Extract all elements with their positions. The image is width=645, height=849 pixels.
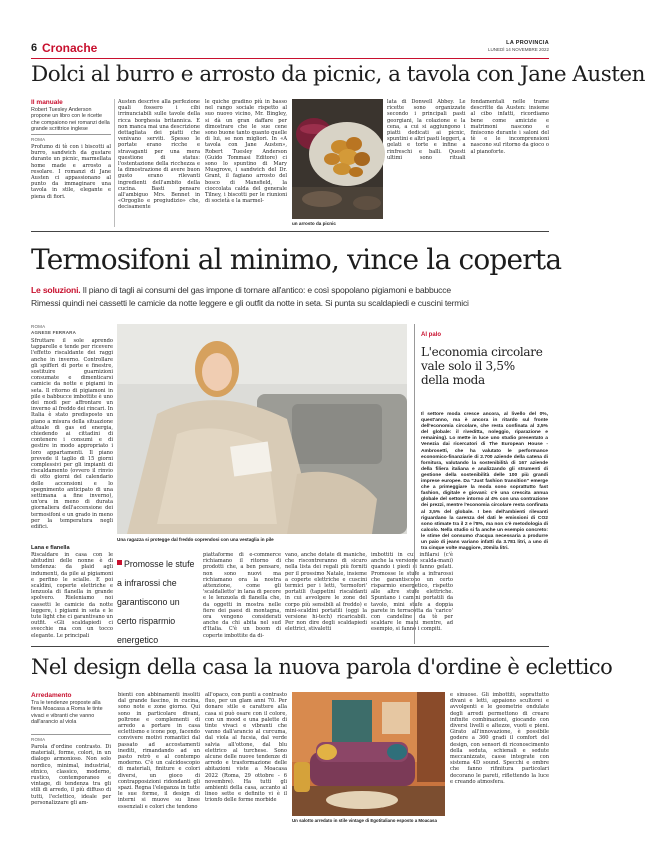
article2-byline: AGNESE FERRARA — [31, 330, 77, 335]
article1-kicker-text: Robert Tuesley Anderson propone un libro con le ricette che compaiono nei romanzi della grande scrittrice inglese — [31, 107, 110, 133]
article3-col4: e sinuose. Gli imbottiti, soprattutto divani e letti, appaiono scultorei e avvolgenti e le geometrie ondulate degli arredi permettono di creare infinite combinazioni, giocando con diversi livelli e altezze, vuoti e pieni. Girato all'innovazione, è possibile godere a 360 gradi il comfort del design, con sensori di riconoscimento della seduta, schienali e sedute meccanizzate, casse integrate con sistema 4D sound. Specchi e ombre che fanno rifinitura particolari decorano le pareti, riflettendo la luce e creando atmosfera. — [450, 692, 549, 785]
article2-photo-caption: Una ragazza si protegge dal freddo coprendosi con una vestaglia in pile — [117, 537, 274, 542]
article2-pullquote: Promosse le stufe a infrarossi che garantiscono un certo risparmio energetico — [117, 559, 195, 645]
article2-headline: Termosifoni al minimo, vince la coperta — [31, 243, 562, 276]
article2-dateline: ROMA — [31, 324, 46, 329]
article3-headline: Nel design della casa la nuova parola d'ordine è eclettico — [31, 655, 613, 679]
article1-photo-caption: un arrosto da picnic — [292, 221, 336, 226]
woman-blanket-illustration — [117, 324, 407, 534]
article2-col1b: Riscaldare in casa con le abitudini delle nonne è di tendenza: da plaid agli indumenti, da pile ai pigiamoni e perfino le scialle. E poi scaldini, coperte elettriche e lenzuola di flanella in grande spolvero. Rieleniamo noi cassetti le camicie da notte leggere, i pigiami in seta e le tute light che ci garantivano un outfit. «Gli scaldapiedi ci svecchie ma con un tocco elegante. Le principali — [31, 552, 113, 639]
sidebar-body: Il settore moda cresce ancora, al livello del 0%, quest'anno, ma è ancora in ritardo sul fronte dell'economia circolare, che resta confinata al 3,5% del globale: il riveditta, noleggio, riparazione e remaining). Lo mette in luce uno studio presentato a Venezia dai ricercatori di The European House - Ambrosetti, che ha valutato le performance economico-finanziarie di 2.700 aziende della catena di fornitura, valutando la sostenibilità di 167 aziende della filiera italiana e analizzando gli strumenti di gestione della sostenibilità delle 100 più grandi imprese europee. Da "Just fashion transition" emerge che a primeggiare la moda sono soprattutto fast fashion, digitale e giovani: c'è una crescita annua globale del settore intorno al 4% con una contrazione dei prezzi, mentre l'economia circolare resta confinata al 3,5% del globale. I ben dell'ambienti rilevanti riguardano la carenza del dati le emissioni di CO2 sono stimate tra il 2 e l'8%, ma non c'è metodologia di calcolo. Nella studio si fa anche un esempio concreto: le stime del consumo d'acqua necessaria a produrre un paio di jeans variano infatti da 3.781 litri, a uno di tra cinque volte maggiore, 20mila litri. — [421, 412, 548, 552]
article2-subhead1: Lana e flanella — [31, 545, 70, 551]
article2-summary-line2: Rimessi quindi nei cassetti le camicie da notte leggere e gli outfit da notte in seta. Si punta su scaldapiedi e cuscini termici — [31, 298, 469, 308]
article3-col3: all'opaco, con punti a contrasto fluo, per un glam anni 70. Per donare stile e carattere alla casa si può osare con il colore, con un mood e una palette di tinte vivaci e vibranti che vanno dall'arancio al curcuma, dal viola al fucsia, dal verde salvia all'ottone, dal blu elettrico al turchese. Sono alcune delle nuove tendenze di arredo e trasformazione delle abitazioni viste a Moacasa 2022 (Roma, 29 ottobre - 6 novembre). Ha tutti gli ambienti della casa, accanto al lineo sette e definito vi è il trionfo delle forme morbide — [205, 692, 287, 804]
article2-summary-1 — [31, 285, 551, 295]
article2-summary-line1: Il piano di tagli ai consumi del gas impone di tornare all'antico: e così spopolano pigiamoni e babbucce — [82, 285, 451, 295]
article2-summary-lead: Le soluzioni. — [31, 285, 81, 295]
sidebar-headline: L'economia circolare vale solo il 3,5% della moda — [421, 345, 543, 387]
sidebar-kicker: Al palo — [421, 332, 442, 338]
header-rule — [31, 58, 549, 59]
living-room-illustration — [292, 692, 445, 816]
section-name: Cronache — [42, 41, 98, 55]
article1-headline: Dolci al burro e arrosto da picnic, a tavola con Jane Austen — [31, 62, 645, 87]
article2-photo — [117, 324, 407, 534]
pullquote-square-icon — [117, 560, 122, 565]
page-number: 6 — [31, 42, 38, 54]
article1-col2: Austen descrive alla perfezione quali fossero i cibi irrinunciabili sulle tavole della ricca borghesia britannica. E non manca mai una descrizione dettagliata dei piatti che venivano serviti. Spesso le portate erano ricche e stravaganti per una mera questione di status: l'ostentazione della ricchezza e la dimostrazione di avere buon gusto erano rilevanti ingredienti dell'ambito della cucina. Basti pensare all'ambiguo Mrs. Bennet in «Orgoglio e pregiudizio» che, decisamente — [118, 99, 200, 211]
article3-dateline: ROMA — [31, 737, 46, 742]
article2-col4: imbottiti in cui infilarsi (c'è anche la versione scalda-mani) quando i piedi si fanno gelati. Promosse le stufe a infrarossi che garantiscono un certo risparmio energetico, rispetto alle altre stufe elettriche. Spuntano i camini portatili da tavolo, mini stufe a doppia parete in terracotta da 'carico' con candeline da tè per scaldare le mani mentre, ad esempio, si fanno i compiti. — [371, 552, 453, 633]
article3-photo — [292, 692, 445, 816]
article1-photo — [292, 99, 383, 219]
article1-kicker: Il manuale — [31, 99, 63, 106]
article1-dateline: ROMA — [31, 137, 46, 142]
article2-col1: Sfruttare il sole aprendo tapparelle e tende per ricevere l'effetto riscaldante dei raggi anche in inverno. Controllare gli spifferi di porte e finestre, sostituire guarnizioni consumate e dimenticarsi camicie da notte e pigiami in seta. Il ritorno di pigiamoni in pile e babbucce imbottite è uno dei modi per affrontare un inverno al freddo dei rincari. In Italia è stato predisposto un piano a misura della situazione attuale di gas ed energia, chiedendo ai cittadini di contenere i consumi e di gestire in modo appropriato i loro appartamenti. Il piano prevede il taglio di 15 giorni complessivi per gli impianti di riscaldamento (ovvero il rinvio di otto giorni del calendario delle accensioni e lo spegnimento anticipato di una settimana a fine inverno), un'ora in meno di durata giornaliera dell'accensione dei termosifoni e un grado in meno per la temperatura negli edifici. — [31, 338, 113, 531]
article2-col2: piattaforme di e-commerce richiamano il ritorno di prodotti che, a ben pensare, non sono nuovi ma richiamano ora la nostra attenzione, come gli 'scaldalletto' in lana di pecore e le lenzuola di flanella che, da oggetti in mostra nelle fiere dei paesi di montagna, ora vengono considerati anche da chi abita nel sud d'Italia. C'è un boom di coperte imbottite da di- — [203, 552, 281, 639]
article3-photo-caption: Un salotto arredato in stile vintage di Egotitaliano esposto a Moacasa — [292, 818, 437, 823]
paper-name: LA PROVINCIA — [506, 40, 549, 46]
article2-col3: vano, anche dotate di maniche, che riscontreranno di sicuro nella lista dei regali più forniti per il prossimo Natale, insieme a coperte elettriche e cuscini termici per i letti, 'termofori' portatili (tappetini riscaldanti in cui avvolgere le zone del corpo più sensibili al freddo) e mini-scaldini portatili (oggi la versione hi-tech) ricaricabili. Per non dire degli scaldapiedi elettrici, stivaletti — [285, 552, 367, 633]
article1-col3: le quiche gradino più in basso nel rango sociale rispetto al suo nuovo vicino, Mr. Bingley, si dà un gran daffare per dimostrare che le sue cene sono buone tanto quanto quelle di lui, se non migliori. In «A tavola con Jane Austen», Robert Tuesley Anderson (Guido Tommasi Editore) ci sono lo spuntino di Mary Musgrove, i sandwich del Dr. Grant, il fagiano arrosto del bosco di Mansfield, la cioccolata calda del generale Tilney, i biscotti per le riunioni di società e la marmel- — [205, 99, 287, 205]
article3-kicker-text: Tra le tendenze proposte alla fiera Moacasa a Roma le tinte vivaci e vibranti che vanno dall'arancio al viola — [31, 700, 103, 726]
page-date: LUNEDÌ 14 NOVEMBRE 2022 — [487, 47, 549, 52]
article3-col2: bienti con abbinamenti insoliti dal grande fascino, in cucina, sono note e zone giorno. Qui sono in particolare divani, poltrone e complementi di arredo a portare in casa eclettismo e icone pop, facendo convivere motivi romantici dal passato ad accostamenti inediti, rimandando ad un pasto retrò e al contempo moderno. C'è un calcidoscopio di materiali, finiture e colori diversi, un gioco di contrapposizioni ridondanti gli spazi. Regna l'eleganza in tutte le sue forme, il design di interni si muove su linee essenziali e colori che tendono — [118, 692, 200, 810]
article1-col1: Profumo di tè con i biscotti al burro, sandwich da gustare durante un picnic, marmellata home made e arrosto a resolare. I romanzi di Jane Austen ci appassionano al punto da immaginare una tavola in stile, elegante e piena di fiori. — [31, 144, 111, 200]
article1-col4: lata di Donwell Abbey. Le ricette sono organizzate secondo i principali pasti georgiani, la colazione e la cena, a cui si aggiungono i piatti dedicati ai picnic, spuntini e altri pasti leggeri, a gelati e torte e infine a rinfreschi e balli. Questi ultimi sono rituali fondamentali nelle trame descritte da Austen: insieme al cibo infatti, ricordiamo bene come amicizie e matrimoni nascono e finiscono durante i saloni del tè e le incomprensioni nascono sul ritorno da gioco o al pianoforte. — [387, 99, 549, 161]
article3-kicker: Arredamento — [31, 692, 72, 699]
article3-col1: Parola d'ordine contrasto. Di materiali, forme, colori, in un dialogo armonioso. Non solo nordico, minimal, industrial, etnico, classico, moderno, rustico, contemporaneo e vintage, di tendenza tra gli stili di arredo, il più diffuso di tutti, l'eclettico, ideale per personalizzare gli am- — [31, 744, 111, 806]
roast-food-illustration — [292, 99, 383, 219]
